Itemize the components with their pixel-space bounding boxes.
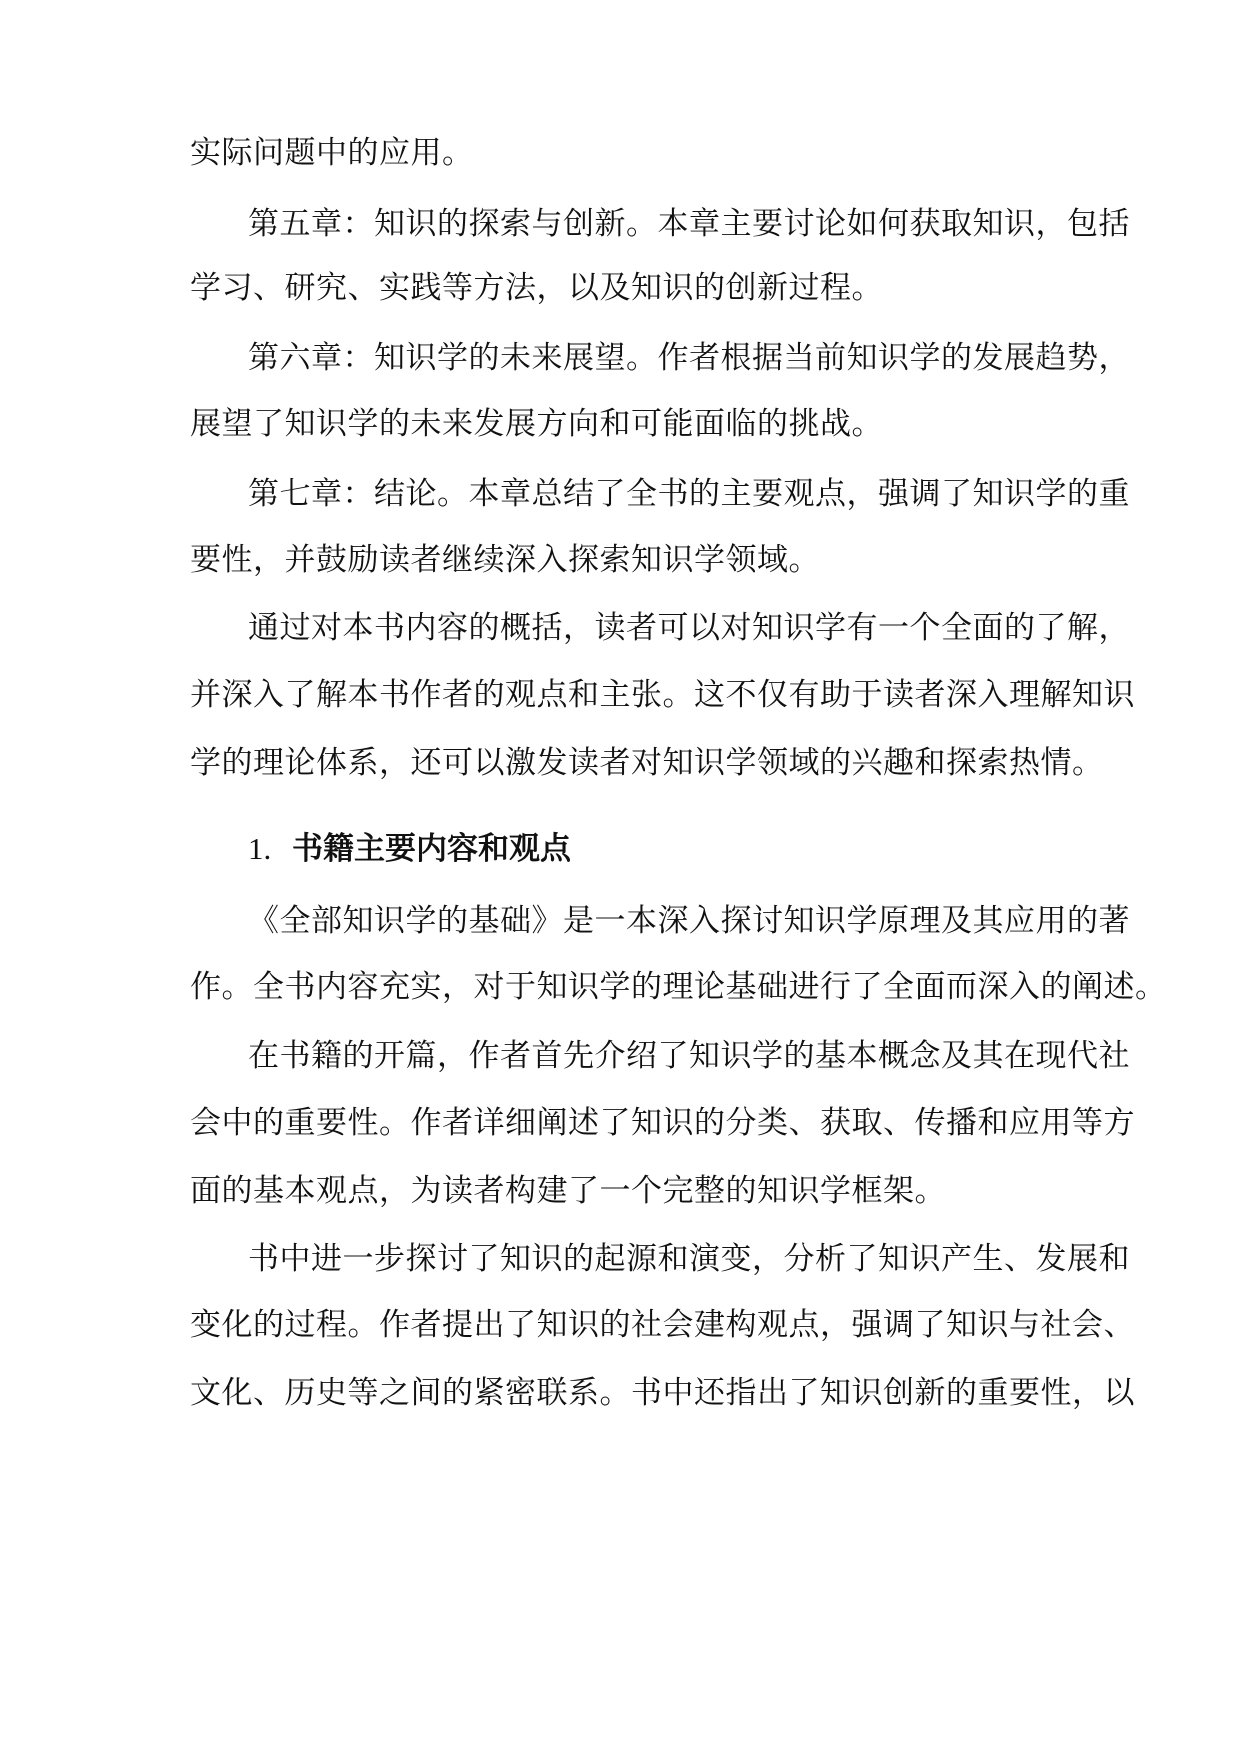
paragraph-line: 并深入了解本书作者的观点和主张。这不仅有助于读者深入理解知识 <box>190 677 1135 713</box>
paragraph-line: 书中进一步探讨了知识的起源和演变，分析了知识产生、发展和 <box>248 1241 1130 1277</box>
paragraph-line: 文化、历史等之间的紧密联系。书中还指出了知识创新的重要性，以 <box>190 1375 1135 1411</box>
paragraph-line: 实际问题中的应用。 <box>190 135 474 171</box>
paragraph-line: 《全部知识学的基础》是一本深入探讨知识学原理及其应用的著 <box>248 903 1130 939</box>
paragraph-line: 第六章：知识学的未来展望。作者根据当前知识学的发展趋势， <box>248 340 1130 376</box>
paragraph-line: 第七章：结论。本章总结了全书的主要观点，强调了知识学的重 <box>248 476 1130 512</box>
paragraph-line: 作。全书内容充实，对于知识学的理论基础进行了全面而深入的阐述。 <box>190 969 1167 1005</box>
section-title: 书籍主要内容和观点 <box>292 831 571 867</box>
paragraph-line: 学的理论体系，还可以激发读者对知识学领域的兴趣和探索热情。 <box>190 745 1104 781</box>
paragraph-line: 在书籍的开篇，作者首先介绍了知识学的基本概念及其在现代社 <box>248 1038 1130 1074</box>
paragraph-line: 展望了知识学的未来发展方向和可能面临的挑战。 <box>190 406 883 442</box>
paragraph-line: 通过对本书内容的概括，读者可以对知识学有一个全面的了解， <box>248 610 1130 646</box>
section-number: 1. <box>248 831 272 866</box>
paragraph-line: 第五章：知识的探索与创新。本章主要讨论如何获取知识，包括 <box>248 206 1130 242</box>
paragraph-line: 变化的过程。作者提出了知识的社会建构观点，强调了知识与社会、 <box>190 1307 1135 1343</box>
section-heading <box>248 827 571 871</box>
paragraph-line: 要性，并鼓励读者继续深入探索知识学领域。 <box>190 542 820 578</box>
paragraph-line: 学习、研究、实践等方法，以及知识的创新过程。 <box>190 270 883 306</box>
paragraph-line: 面的基本观点，为读者构建了一个完整的知识学框架。 <box>190 1173 946 1209</box>
paragraph-line: 会中的重要性。作者详细阐述了知识的分类、获取、传播和应用等方 <box>190 1105 1135 1141</box>
